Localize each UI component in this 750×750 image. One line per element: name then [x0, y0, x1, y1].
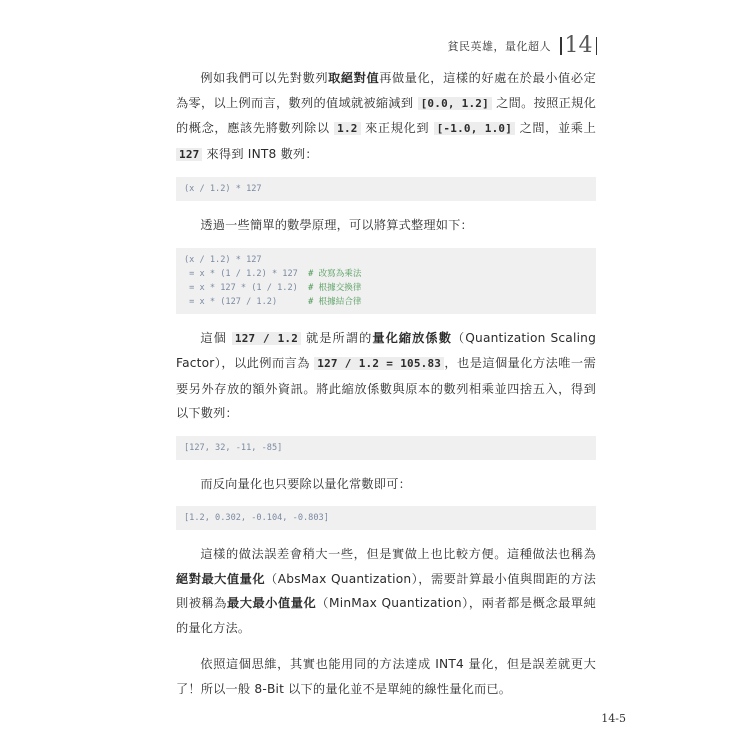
paragraph-2: 透過一些簡單的數學原理，可以將算式整理如下： [200, 218, 473, 232]
p3-code-result: 127 / 1.2 = 105.83 [314, 357, 444, 370]
code-2-line-1: (x / 1.2) * 127 [184, 254, 262, 265]
code-2-comment-2: # 改寫為乘法 [297, 268, 362, 279]
chapter-number: 14 [564, 33, 593, 58]
p1-text-b: 再做量化，這樣的好處在於最小值必定為零，以上例而言，數列的值域就被縮減到 [176, 71, 596, 110]
code-3-line: [127, 32, -11, -85] [184, 442, 283, 453]
code-block-2 [176, 248, 596, 314]
p5-text-b: （AbsMax Quantization），需要計算最小值與間距的方法則被稱為 [176, 571, 596, 610]
p3-text-a: 這個 [200, 330, 232, 345]
p1-code-127: 127 [176, 148, 202, 161]
paragraph-3 [176, 326, 596, 426]
p5-term-absmax: 絕對最大值量化 [176, 571, 266, 586]
p3-code-factor: 127 / 1.2 [232, 332, 301, 345]
code-2-comment-3: # 根據交換律 [297, 282, 362, 293]
p1-code-norm-range: [-1.0, 1.0] [434, 122, 515, 135]
code-2-line-2: = x * (1 / 1.2) * 127 # 改寫為乘法 [184, 268, 362, 279]
page-header [447, 33, 601, 58]
code-block-1 [176, 177, 596, 201]
p1-text-e: 之間，並乘上 [515, 121, 596, 135]
code-2-comment-4: # 根據結合律 [277, 296, 362, 307]
p5-text-a: 這樣的做法誤差會稍大一些，但是實做上也比較方便。這種做法也稱為 [200, 547, 596, 561]
chapter-bar-right [596, 37, 598, 55]
p3-text-d: ，也是這個量化方法唯一需要另外存放的額外資訊。將此縮放係數與原本的數列相乘並四捨五入，得到以下數列： [176, 356, 596, 420]
p5-text-c: （MinMax Quantization），兩者都是概念最單純的量化方法。 [176, 596, 596, 635]
paragraph-1 [176, 66, 596, 167]
chapter-marker [557, 33, 600, 58]
p1-code-divisor: 1.2 [334, 122, 360, 135]
p5-term-minmax: 最大最小值量化 [227, 596, 317, 610]
paragraph-5 [176, 542, 596, 640]
code-1-line: (x / 1.2) * 127 [184, 184, 262, 194]
book-title: 貧民英雄，量化超人 [447, 40, 551, 53]
chapter-bar-left [560, 37, 562, 55]
code-block-3 [176, 436, 596, 460]
p1-code-range: [0.0, 1.2] [418, 97, 492, 110]
code-2-line-3: = x * 127 * (1 / 1.2) # 根據交換律 [184, 282, 362, 293]
p1-text-a: 例如我們可以先對數列 [200, 71, 329, 85]
paragraph-6: 依照這個思維，其實也能用同的方法達成 INT4 量化，但是誤差就更大了！所以一般 8-Bit 以下的量化並不是單純的線性量化而已。 [176, 657, 596, 696]
p3-text-b: 就是所謂的 [301, 330, 373, 345]
code-block-4 [176, 506, 596, 530]
paragraph-4: 而反向量化也只要除以量化常數即可： [200, 476, 411, 491]
page-number: 14-5 [601, 712, 626, 725]
p1-text-c: 之間。按照正規化的概念，應該先將數列除以 [176, 95, 596, 135]
page-content [176, 66, 596, 701]
code-4-line: [1.2, 0.302, -0.104, -0.803] [184, 513, 329, 523]
p1-text-d: 來正規化到 [360, 121, 434, 135]
code-2-line-4: = x * (127 / 1.2) # 根據結合律 [184, 296, 362, 307]
p1-term-absolute: 取絕對值 [328, 71, 380, 85]
p3-term-scaling: 量化縮放係數 [372, 330, 452, 345]
p3-text-c: （Quantization Scaling Factor），以此例而言為 [176, 330, 597, 370]
p1-text-f: 來得到 INT8 數列： [202, 146, 318, 161]
